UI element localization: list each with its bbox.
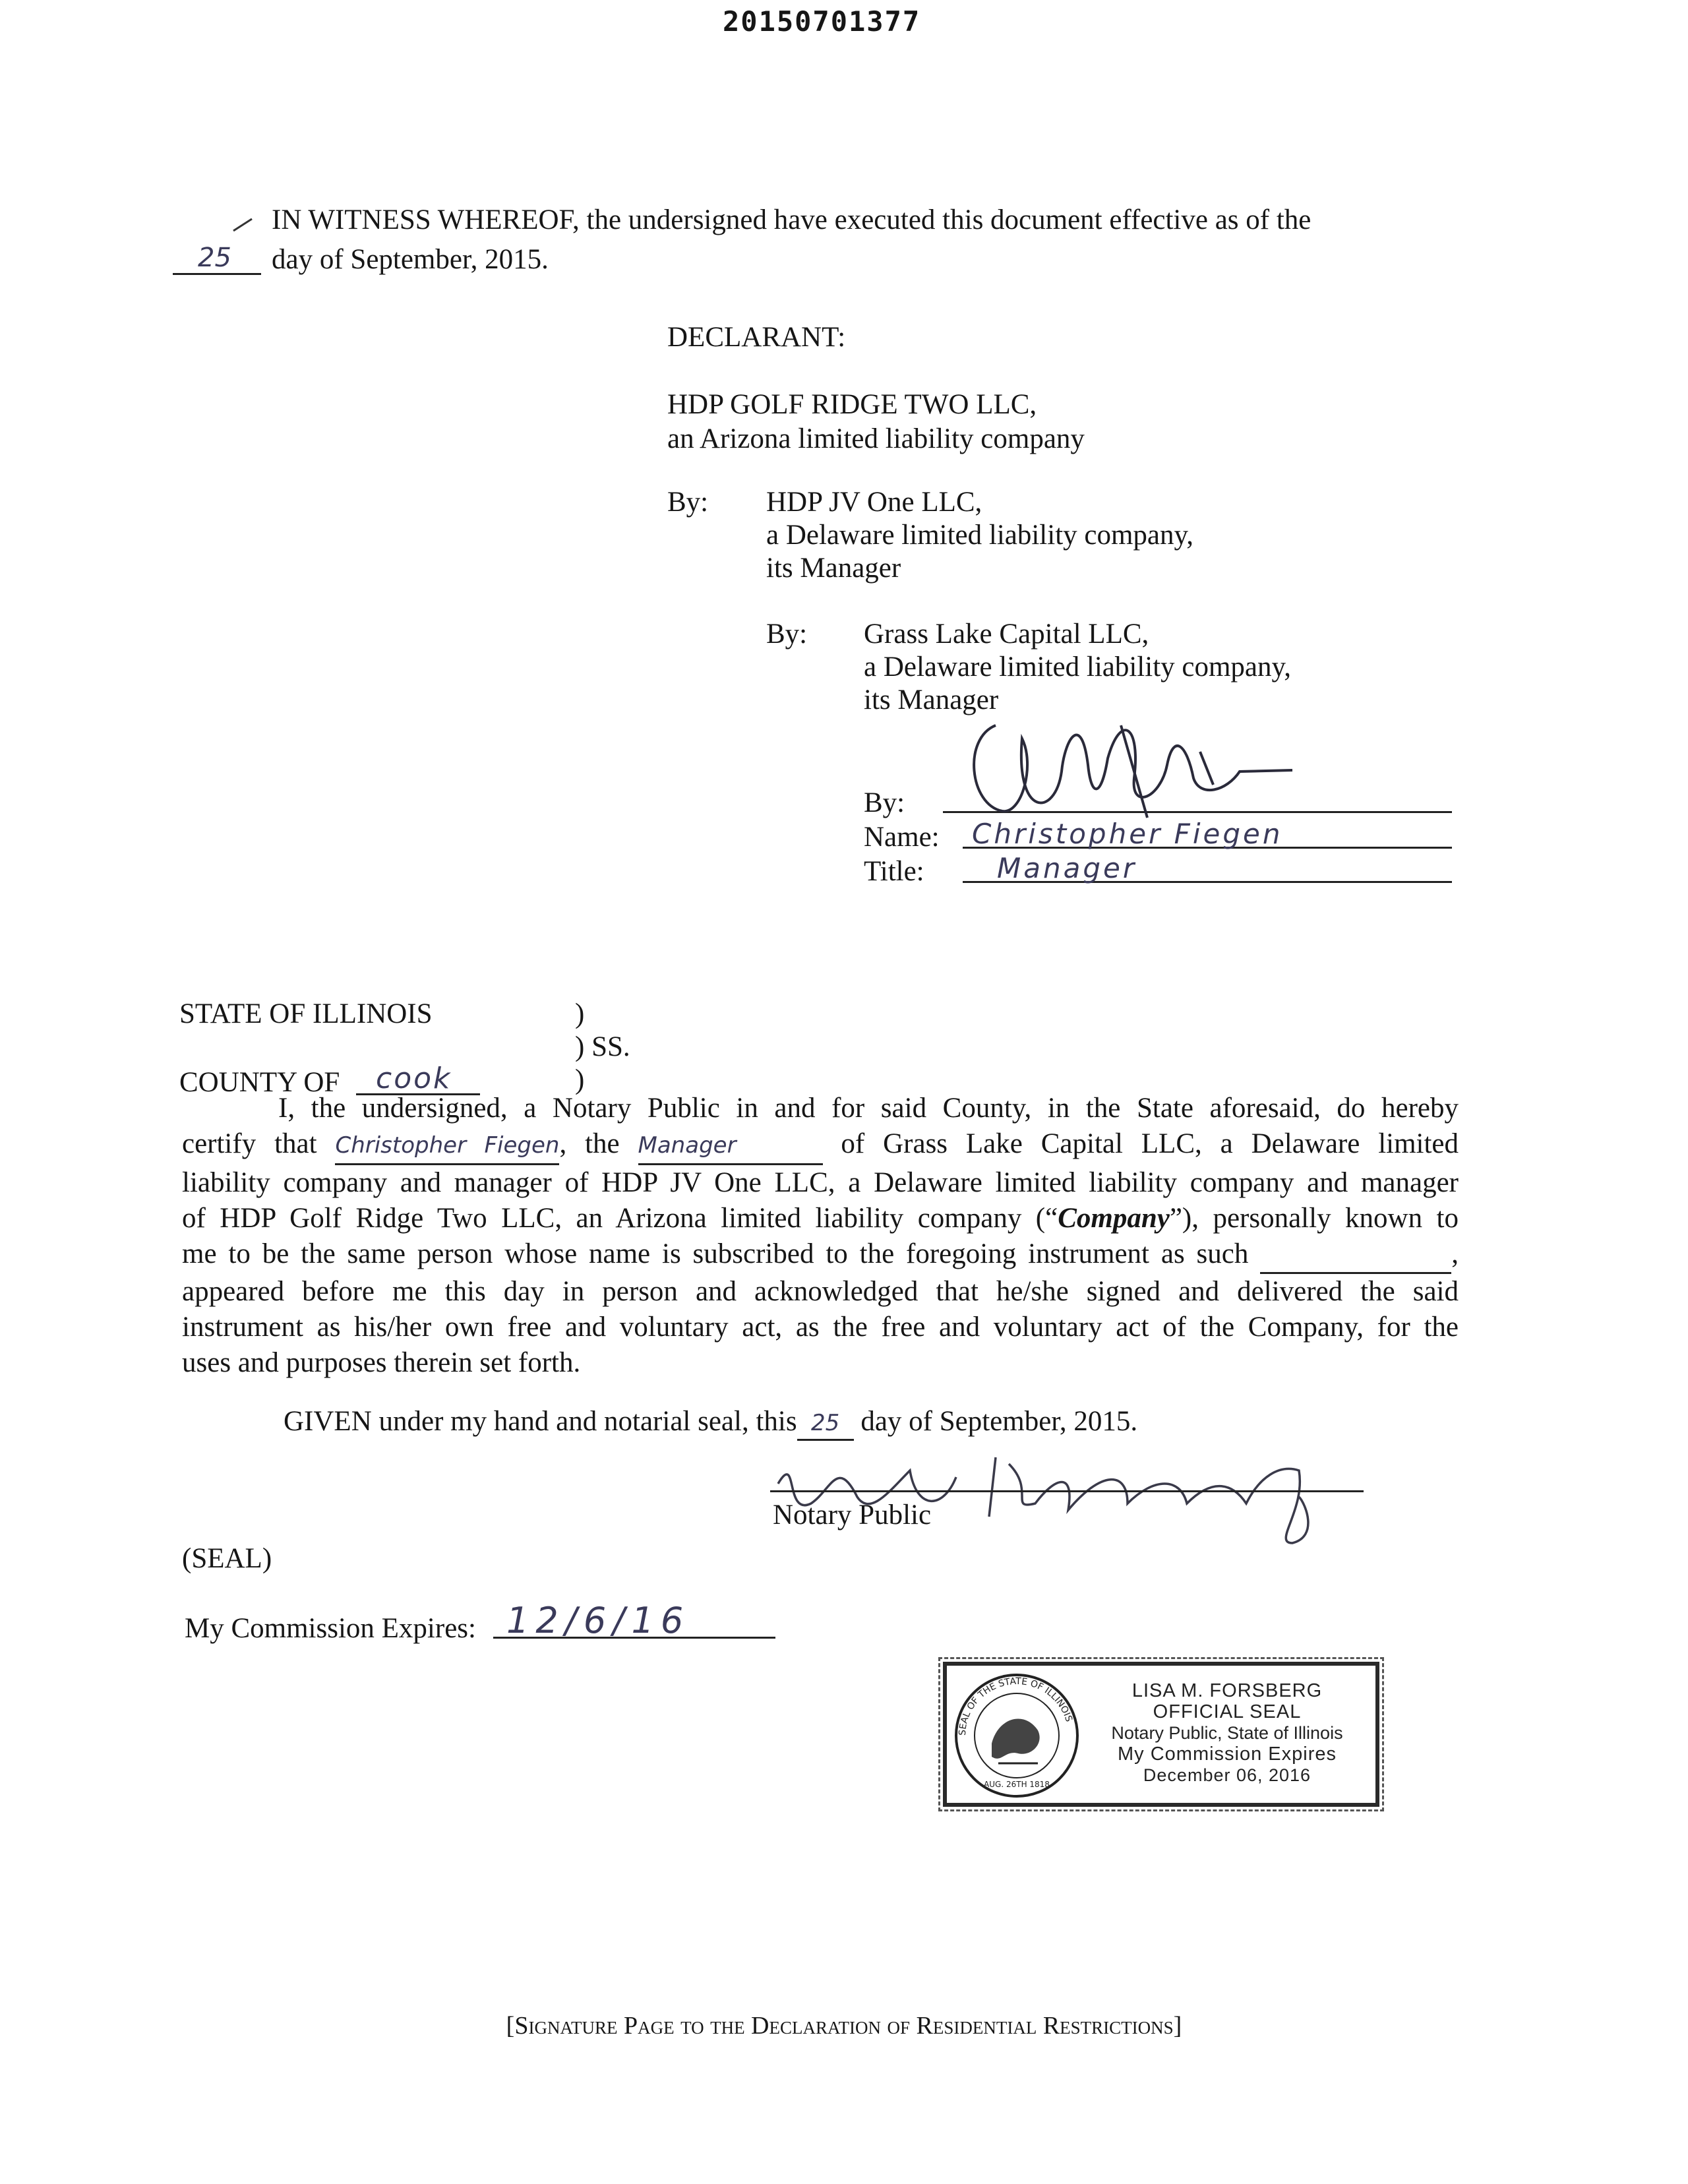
- by1-desc: a Delaware limited liability company,: [766, 520, 1193, 551]
- sig-title-label: Title:: [864, 856, 924, 887]
- by2-name: Grass Lake Capital LLC,: [864, 619, 1149, 650]
- notary-line-4: [182, 1201, 1459, 1236]
- stamp-name: LISA M. FORSBERG: [1131, 1680, 1323, 1701]
- notary-signature-line: [770, 1464, 1364, 1492]
- commission-field: [493, 1598, 775, 1639]
- notary-line-8: uses and purposes therein set forth.: [182, 1347, 581, 1378]
- stamp-line-5: December 06, 2016: [1143, 1765, 1311, 1785]
- given-day-handwritten: 25: [810, 1410, 840, 1436]
- notary-line-6: appeared before me this day in person and acknowledged that he/she signed and delivered the said: [182, 1276, 1459, 1307]
- official-seal-stamp: [943, 1662, 1379, 1807]
- notary-line-4a: of HDP Golf Ridge Two LLC, an Arizona limited liability company (“: [182, 1203, 1058, 1234]
- venue-paren-2: ) SS.: [575, 1031, 630, 1062]
- notary-line-5: [182, 1236, 1459, 1274]
- notary-line-5b: ,: [1451, 1238, 1459, 1269]
- sig-name-field: [963, 816, 1452, 849]
- given-text-b: day of September, 2015.: [860, 1406, 1138, 1437]
- notary-public-caption: Notary Public: [773, 1500, 932, 1531]
- by1-label: By:: [667, 487, 709, 518]
- notary-line-5a: me to be the same person whose name is subscribed to the foregoing instrument as such: [182, 1238, 1249, 1269]
- stamp-text-block: [1085, 1680, 1369, 1786]
- footer-caption: [Signature Page to the Declaration of Residential Restrictions]: [506, 2012, 1182, 2040]
- sig-title-handwritten: Manager: [997, 852, 1137, 884]
- notary-of-text: of Grass Lake Capital LLC, a Delaware limited: [841, 1128, 1459, 1159]
- notary-name-handwritten: Christopher Fiegen: [335, 1132, 560, 1159]
- declarant-heading: DECLARANT:: [667, 322, 846, 353]
- venue-paren-3: ): [575, 1064, 585, 1095]
- commission-handwritten: 12/6/16: [506, 1600, 690, 1641]
- declarant-company-name: HDP GOLF RIDGE TWO LLC,: [667, 389, 1037, 420]
- venue-county-label: COUNTY OF: [179, 1067, 340, 1098]
- witness-day-field: [173, 240, 261, 275]
- venue-county-handwritten: cook: [376, 1062, 452, 1095]
- notary-certify-text: certify that: [182, 1128, 317, 1159]
- sig-title-field: [963, 849, 1452, 883]
- given-text-a: GIVEN under my hand and notarial seal, this: [284, 1406, 797, 1437]
- by1-name: HDP JV One LLC,: [766, 487, 982, 518]
- notary-line-4b: ”), personally known to: [1169, 1203, 1459, 1234]
- sig-name-label: Name:: [864, 822, 940, 853]
- record-number: 20150701377: [723, 5, 921, 38]
- sig-by-label: By:: [864, 787, 905, 818]
- notary-the-text: , the: [559, 1128, 620, 1159]
- witness-day-handwritten: 25: [198, 243, 231, 273]
- sig-name-handwritten: Christopher Fiegen: [972, 818, 1283, 850]
- notary-line-3: liability company and manager of HDP JV One LLC, a Delaware limited liability company and manager: [182, 1167, 1459, 1198]
- state-seal-emblem: [952, 1671, 1081, 1800]
- by1-role: its Manager: [766, 553, 901, 584]
- witness-line-1: IN WITNESS WHEREOF, the undersigned have executed this document effective as of the: [272, 204, 1311, 235]
- notary-company-term: Company: [1058, 1203, 1170, 1234]
- venue-state: STATE OF ILLINOIS: [179, 998, 433, 1029]
- witness-line-2: day of September, 2015.: [272, 244, 549, 275]
- by2-desc: a Delaware limited liability company,: [864, 652, 1291, 682]
- notary-line-2: [182, 1126, 1459, 1165]
- notary-line-7: instrument as his/her own free and voluntary act, as the free and voluntary act of the Company, for the: [182, 1312, 1459, 1343]
- venue-paren-1: ): [575, 998, 585, 1029]
- declarant-company-desc: an Arizona limited liability company: [667, 423, 1085, 454]
- seal-date-text: AUG. 26TH 1818: [984, 1780, 1050, 1789]
- notary-line-1: I, the undersigned, a Notary Public in and for said County, in the State aforesaid, do hereby: [278, 1093, 1459, 1124]
- commission-label: My Commission Expires:: [185, 1613, 476, 1644]
- check-mark: [232, 216, 255, 233]
- notary-title-handwritten: Manager: [638, 1132, 737, 1159]
- stamp-line-4: My Commission Expires: [1118, 1744, 1337, 1765]
- notary-paragraph: [182, 1091, 1459, 1381]
- stamp-title: OFFICIAL SEAL: [1153, 1701, 1302, 1722]
- seal-ring-text: SEAL OF THE STATE OF ILLINOIS: [957, 1676, 1074, 1736]
- stamp-line-3: Notary Public, State of Illinois: [1111, 1723, 1343, 1743]
- by2-label: By:: [766, 619, 808, 650]
- by2-role: its Manager: [864, 684, 999, 715]
- seal-label: (SEAL): [182, 1543, 272, 1574]
